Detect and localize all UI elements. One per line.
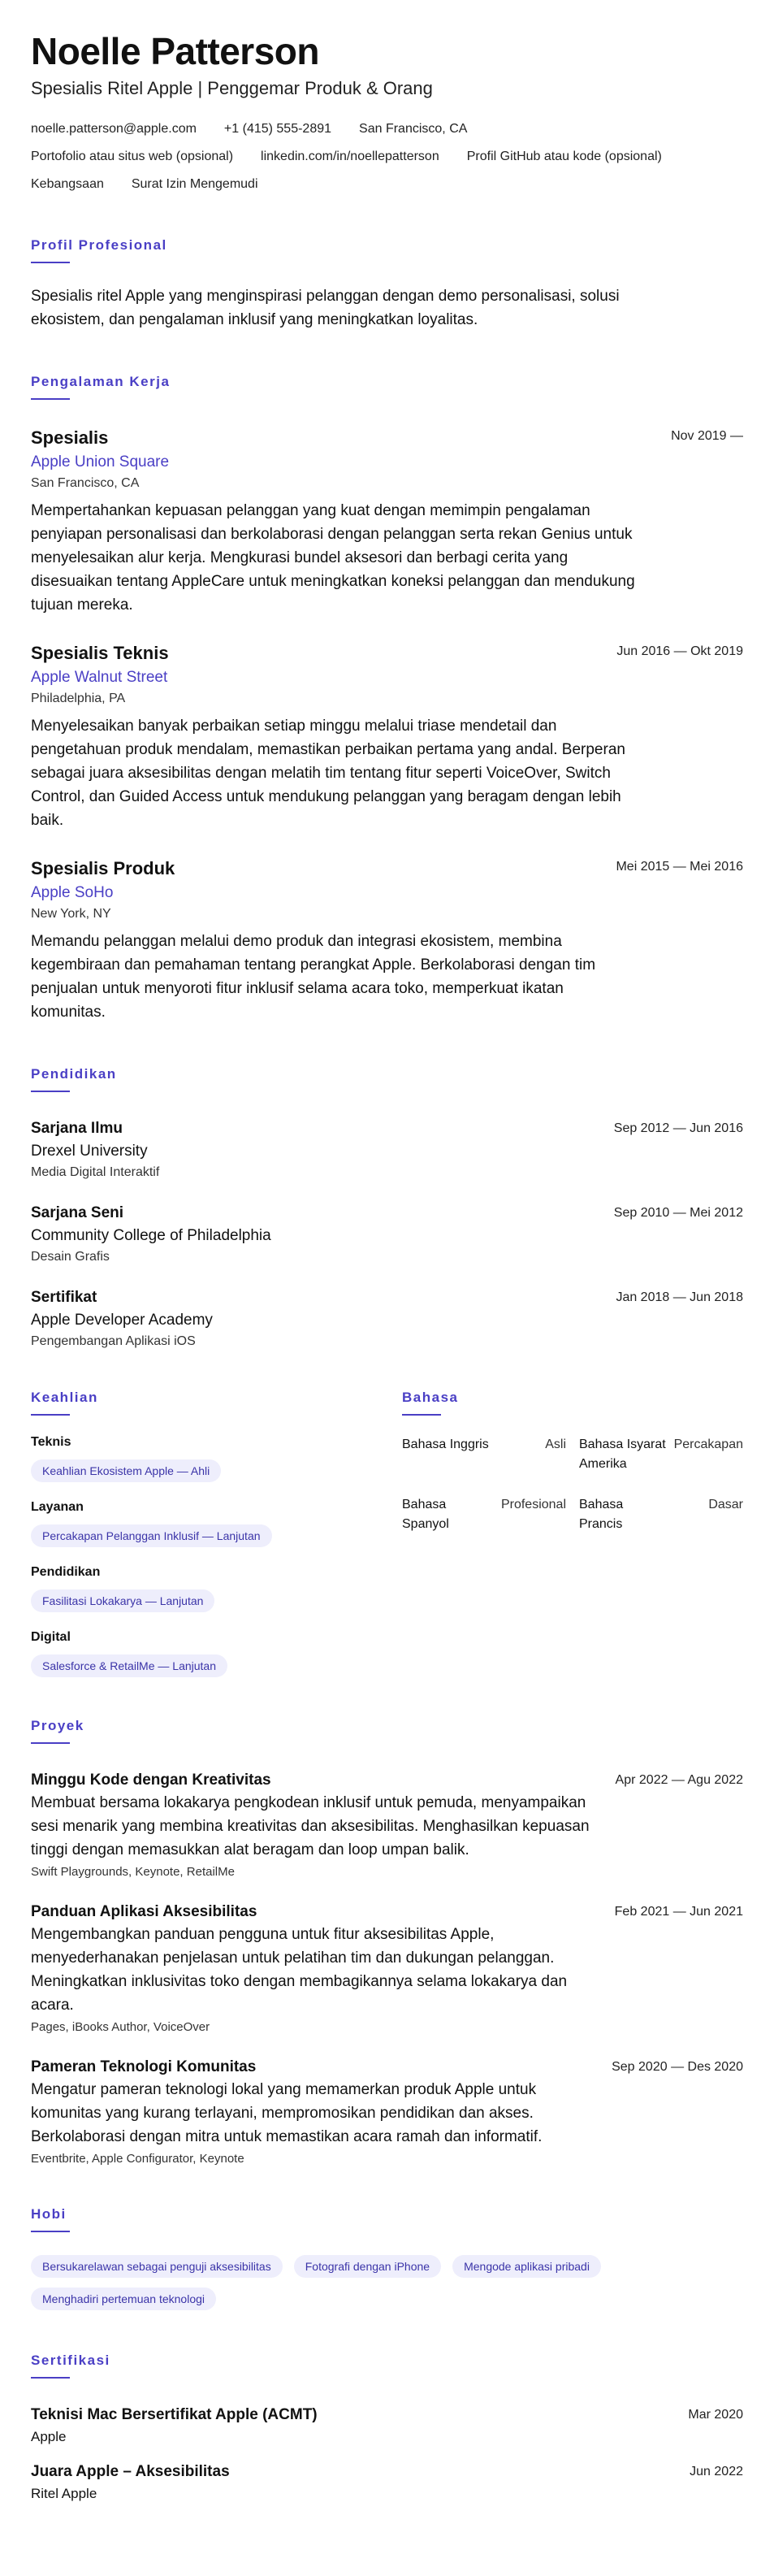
employer: Apple SoHo <box>31 884 114 901</box>
job-title: Spesialis <box>31 427 109 448</box>
project-description: Mengatur pameran teknologi lokal yang memamerkan produk Apple untuk komunitas yang kurang terlayani, mempromosikan pendidikan dan akses. Berkolaborasi dengan mitra untuk memastikan acara ramah dan informatif. <box>31 2081 543 2145</box>
project-dates: Apr 2022 — Agu 2022 <box>615 1773 743 1787</box>
education-entry <box>31 1289 743 1349</box>
phone-number[interactable]: +1 (415) 555-2891 <box>223 122 332 136</box>
contact-row <box>31 143 743 171</box>
job-dates: Nov 2019 — <box>671 429 743 443</box>
section-title: Bahasa <box>402 1390 459 1405</box>
project-name: Panduan Aplikasi Aksesibilitas <box>31 1903 257 1920</box>
skill-category: Layanan <box>31 1500 84 1514</box>
education-dates: Jan 2018 — Jun 2018 <box>616 1290 743 1304</box>
section-divider <box>31 1414 70 1416</box>
certification-date: Mar 2020 <box>688 2408 743 2422</box>
certification-name: Teknisi Mac Bersertifikat Apple (ACMT) <box>31 2406 318 2423</box>
project-name: Pameran Teknologi Komunitas <box>31 2058 257 2075</box>
employer: Apple Walnut Street <box>31 669 168 686</box>
certification-name: Juara Apple – Aksesibilitas <box>31 2463 230 2480</box>
skill-chip: Salesforce & RetailMe — Lanjutan <box>31 1654 227 1677</box>
header <box>31 29 743 198</box>
job-description: Menyelesaikan banyak perbaikan setiap minggu melalui triase mendetail dan pengetahuan produk mendalam, memastikan perbaikan pertama yang andal. Berperan sebagai juara aksesibilitas dengan melatih tim tentang fitur seperti VoiceOver, Switch Control, dan Guided Access untuk mendukung pelanggan yang beragam dengan lebih baik. <box>31 718 625 829</box>
language-item <box>402 1495 566 1534</box>
skills-languages-row <box>31 1390 743 1677</box>
email-link[interactable]: noelle.patterson@apple.com <box>31 122 197 136</box>
certification-entry <box>31 2463 743 2502</box>
language-level: Profesional <box>500 1498 566 1511</box>
language-level: Dasar <box>708 1498 743 1511</box>
job-location: New York, NY <box>31 907 111 921</box>
job-location: Philadelphia, PA <box>31 692 126 705</box>
hobbies-section <box>31 2206 743 2310</box>
section-divider <box>31 262 70 263</box>
employer: Apple Union Square <box>31 453 170 471</box>
drivers-license: Surat Izin Mengemudi <box>131 177 258 191</box>
job-title: Spesialis Produk <box>31 858 175 878</box>
section-divider <box>31 398 70 400</box>
languages-section <box>402 1390 743 1677</box>
education-section <box>31 1066 743 1349</box>
section-title: Proyek <box>31 1718 84 1733</box>
certification-issuer: Apple <box>31 2429 67 2444</box>
section-title: Hobi <box>31 2206 67 2222</box>
section-divider <box>31 2231 70 2232</box>
language-name: Bahasa Inggris <box>402 1438 489 1451</box>
skill-category: Digital <box>31 1630 71 1644</box>
project-entry <box>31 2058 743 2166</box>
hobby-chip: Menghadiri pertemuan teknologi <box>31 2288 216 2310</box>
skill-chip: Fasilitasi Lokakarya — Lanjutan <box>31 1589 214 1612</box>
education-entry <box>31 1204 743 1264</box>
certifications-section <box>31 2353 743 2502</box>
hobby-chip: Bersukarelawan sebagai penguji aksesibilitas <box>31 2255 283 2278</box>
language-item <box>402 1435 566 1474</box>
hobby-list <box>31 2255 648 2310</box>
section-divider <box>31 2377 70 2379</box>
experience-entry <box>31 643 743 832</box>
experience-section <box>31 374 743 1024</box>
section-divider <box>402 1414 441 1416</box>
field-of-study: Media Digital Interaktif <box>31 1165 160 1179</box>
portfolio-link[interactable]: Portofolio atau situs web (opsional) <box>31 150 234 163</box>
linkedin-link[interactable]: linkedin.com/in/noellepatterson <box>261 150 439 163</box>
degree: Sarjana Ilmu <box>31 1120 123 1137</box>
degree: Sarjana Seni <box>31 1204 124 1221</box>
skill-category: Pendidikan <box>31 1565 101 1579</box>
job-dates: Jun 2016 — Okt 2019 <box>616 644 743 658</box>
project-name: Minggu Kode dengan Kreativitas <box>31 1772 271 1789</box>
education-dates: Sep 2012 — Jun 2016 <box>613 1121 743 1135</box>
language-item <box>579 1435 743 1474</box>
project-description: Membuat bersama lokakarya pengkodean inklusif untuk pemuda, menyampaikan sesi menarik yang membina kreativitas dan aksesibilitas. Menghasilkan kepuasan tinggi dengan memasukkan alat beragam dan loop umpan balik. <box>31 1794 590 1858</box>
school: Community College of Philadelphia <box>31 1227 271 1244</box>
language-name: Bahasa Isyarat Amerika <box>579 1438 666 1471</box>
nationality: Kebangsaan <box>31 177 104 191</box>
hobby-chip: Fotografi dengan iPhone <box>294 2255 441 2278</box>
project-tools: Swift Playgrounds, Keynote, RetailMe <box>31 1865 235 1879</box>
certification-issuer: Ritel Apple <box>31 2486 97 2501</box>
skill-category: Teknis <box>31 1435 71 1449</box>
field-of-study: Desain Grafis <box>31 1250 110 1264</box>
education-dates: Sep 2010 — Mei 2012 <box>613 1206 743 1220</box>
profile-section <box>31 237 743 332</box>
language-level: Percakapan <box>673 1438 743 1451</box>
school: Apple Developer Academy <box>31 1312 213 1329</box>
field-of-study: Pengembangan Aplikasi iOS <box>31 1334 196 1348</box>
location: San Francisco, CA <box>359 122 468 136</box>
section-title: Profil Profesional <box>31 237 167 253</box>
project-entry <box>31 1903 743 2034</box>
section-title: Pengalaman Kerja <box>31 374 171 389</box>
job-description: Mempertahankan kepuasan pelanggan yang kuat dengan memimpin pengalaman penyiapan personalisasi dan berkolaborasi dengan pelanggan serta rekan Genius untuk menyelesaikan alur kerja. Mengkurasi bundel aksesori dan berbagi cerita yang disesuaikan tentang AppleCare untuk meningkatkan koneksi pelanggan dan mendukung tujuan mereka. <box>31 502 635 614</box>
contact-row <box>31 171 743 198</box>
project-dates: Sep 2020 — Des 2020 <box>612 2060 743 2074</box>
job-title: Spesialis Teknis <box>31 643 169 663</box>
project-entry <box>31 1772 743 1879</box>
skill-chip: Percakapan Pelanggan Inklusif — Lanjutan <box>31 1524 272 1547</box>
project-description: Mengembangkan panduan pengguna untuk fitur aksesibilitas Apple, menyederhanakan penjelasan untuk pelatihan tim dan dukungan pelanggan. Meningkatkan inklusivitas toko dengan membagikannya selama lokakarya dan acara. <box>31 1926 568 2014</box>
section-divider <box>31 1742 70 1744</box>
github-link[interactable]: Profil GitHub atau kode (opsional) <box>466 150 662 163</box>
language-item <box>579 1495 743 1534</box>
section-divider <box>31 1091 70 1092</box>
degree: Sertifikat <box>31 1289 97 1306</box>
hobby-chip: Mengode aplikasi pribadi <box>452 2255 601 2278</box>
certification-date: Jun 2022 <box>690 2465 743 2478</box>
language-name: Bahasa Prancis <box>579 1498 624 1531</box>
contact-info <box>31 115 743 198</box>
project-dates: Feb 2021 — Jun 2021 <box>614 1905 743 1919</box>
section-title: Sertifikasi <box>31 2353 110 2368</box>
job-dates: Mei 2015 — Mei 2016 <box>616 860 743 874</box>
project-tools: Pages, iBooks Author, VoiceOver <box>31 2020 210 2034</box>
education-entry <box>31 1120 743 1180</box>
language-level: Asli <box>545 1438 566 1451</box>
job-description: Memandu pelanggan melalui demo produk dan integrasi ekosistem, membina kegembiraan dan pemahaman tentang perangkat Apple. Berkolaborasi dengan tim penjualan untuk menyoroti fitur inklusif selama acara toko, memperkuat ikatan komunitas. <box>31 933 596 1021</box>
skills-section <box>31 1390 402 1677</box>
projects-section <box>31 1718 743 2166</box>
experience-entry <box>31 858 743 1024</box>
certification-entry <box>31 2406 743 2445</box>
project-tools: Eventbrite, Apple Configurator, Keynote <box>31 2152 244 2166</box>
skill-chip: Keahlian Ekosistem Apple — Ahli <box>31 1459 221 1482</box>
school: Drexel University <box>31 1143 148 1160</box>
job-location: San Francisco, CA <box>31 476 140 490</box>
section-title: Keahlian <box>31 1390 98 1405</box>
section-title: Pendidikan <box>31 1066 117 1082</box>
language-list <box>402 1435 743 1534</box>
language-name: Bahasa Spanyol <box>402 1498 449 1531</box>
experience-entry <box>31 427 743 617</box>
full-name: Noelle Patterson <box>31 30 319 72</box>
contact-row <box>31 115 743 143</box>
profile-summary: Spesialis ritel Apple yang menginspirasi pelanggan dengan demo personalisasi, solusi ekosistem, dan pengalaman inklusif yang meningkatkan loyalitas. <box>31 288 620 328</box>
tagline: Spesialis Ritel Apple | Penggemar Produk & Orang <box>31 78 433 98</box>
